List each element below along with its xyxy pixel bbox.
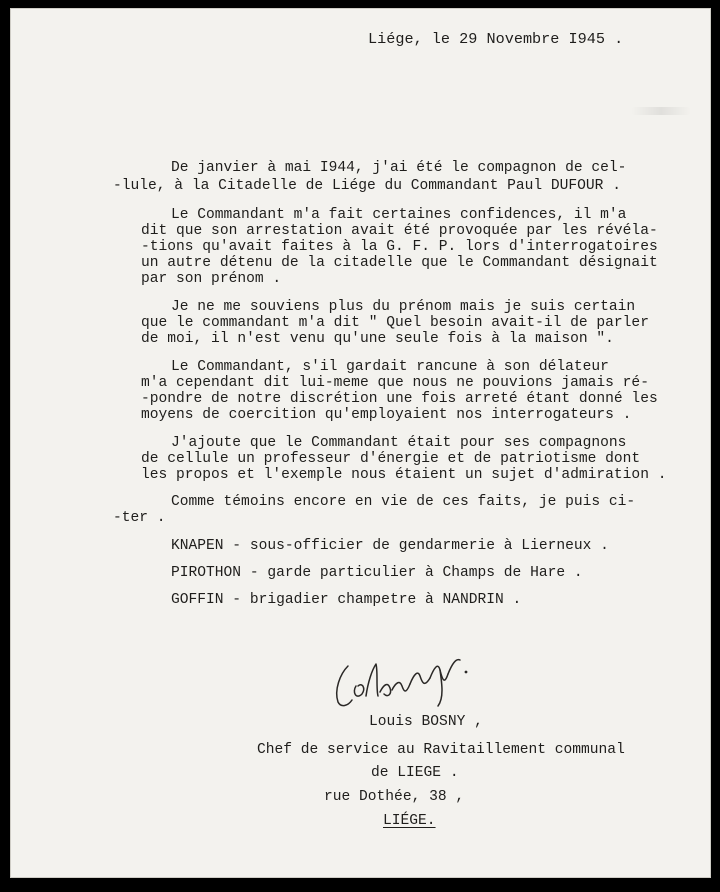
witness-line: GOFFIN - brigadier champetre à NANDRIN . bbox=[171, 592, 522, 608]
signatory-address: rue Dothée, 38 , bbox=[324, 789, 465, 805]
body-line: -ter . bbox=[113, 510, 166, 526]
witness-line: KNAPEN - sous-officier de gendarmerie à Lierneux . bbox=[171, 538, 609, 554]
body-line: dit que son arrestation avait été provoquée par les révéla- bbox=[141, 223, 658, 239]
body-line: Comme témoins encore en vie de ces faits, je puis ci- bbox=[171, 494, 636, 510]
body-line: moyens de coercition qu'employaient nos interrogateurs . bbox=[141, 407, 632, 423]
signatory-place: LIÉGE. bbox=[383, 813, 436, 829]
signatory-name: Louis BOSNY , bbox=[369, 714, 483, 730]
signatory-city: de LIEGE . bbox=[371, 765, 459, 781]
letter-date: Liége, le 29 Novembre I945 . bbox=[368, 30, 624, 48]
body-line: -lule, à la Citadelle de Liége du Commandant Paul DUFOUR . bbox=[113, 178, 621, 194]
signatory-title: Chef de service au Ravitaillement communal bbox=[257, 742, 625, 758]
body-line: -pondre de notre discrétion une fois arreté étant donné les bbox=[141, 391, 658, 407]
body-line: Le Commandant m'a fait certaines confidences, il m'a bbox=[171, 207, 627, 223]
body-line: que le commandant m'a dit " Quel besoin avait-il de parler bbox=[141, 315, 649, 331]
body-line: Le Commandant, s'il gardait rancune à son délateur bbox=[171, 359, 609, 375]
body-line: De janvier à mai I944, j'ai été le compagnon de cel- bbox=[171, 160, 627, 176]
body-line: J'ajoute que le Commandant était pour ses compagnons bbox=[171, 435, 627, 451]
body-line: un autre détenu de la citadelle que le Commandant désignait bbox=[141, 255, 658, 271]
body-line: de cellule un professeur d'énergie et de patriotisme dont bbox=[141, 451, 641, 467]
body-line: Je ne me souviens plus du prénom mais je suis certain bbox=[171, 299, 636, 315]
body-line: par son prénom . bbox=[141, 271, 282, 287]
body-line: de moi, il n'est venu qu'une seule fois à la maison ". bbox=[141, 331, 614, 347]
body-line: les propos et l'exemple nous étaient un sujet d'admiration . bbox=[141, 467, 667, 483]
witness-line: PIROTHON - garde particulier à Champs de Hare . bbox=[171, 565, 583, 581]
body-line: m'a cependant dit lui-meme que nous ne pouvions jamais ré- bbox=[141, 375, 649, 391]
letter-page bbox=[10, 8, 711, 878]
body-line: -tions qu'avait faites à la G. F. P. lors d'interrogatoires bbox=[141, 239, 658, 255]
handwritten-signature bbox=[326, 644, 476, 714]
paper-smudge bbox=[631, 107, 691, 115]
